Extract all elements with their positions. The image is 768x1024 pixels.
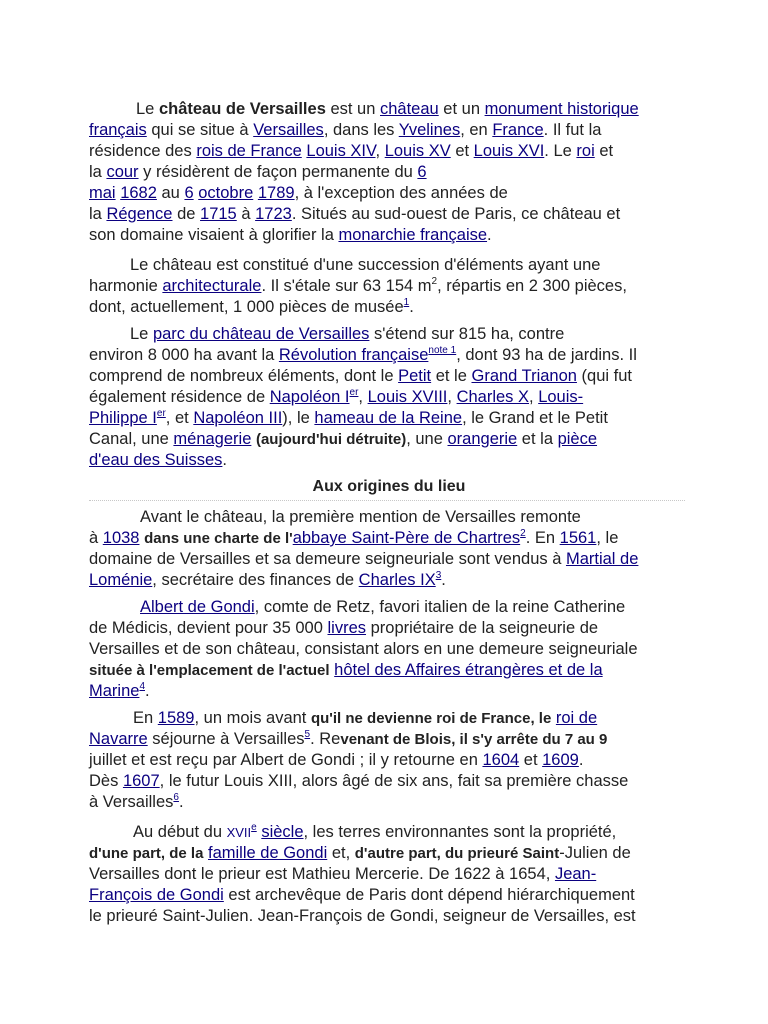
paragraph-navarre: [89, 708, 689, 813]
link-hotel-des-affaires-etrangeres-et-de-la[interactable]: hôtel des Affaires étrangères et de la: [334, 661, 603, 679]
text-line: [89, 99, 689, 120]
footnote-superscript: [350, 387, 359, 398]
text-line: [89, 387, 689, 408]
text-run: , comte de Retz, favori italien de la reine Catherine: [254, 598, 626, 616]
link-regence[interactable]: Régence: [106, 205, 173, 223]
link-cour[interactable]: cour: [106, 163, 139, 181]
text-run: propriétaire de la seigneurie de: [366, 619, 599, 637]
text-run: , à l'exception des années de: [294, 184, 508, 202]
link-charles-x[interactable]: Charles X: [456, 388, 530, 406]
link-livres[interactable]: livres: [327, 619, 367, 637]
text-line: [89, 204, 689, 225]
footnote-superscript: [520, 528, 526, 539]
text-run: également résidence de: [89, 388, 270, 406]
text-line: [89, 429, 689, 450]
text-run: et le: [431, 367, 472, 385]
text-run: Au début du: [133, 823, 227, 841]
link-1607[interactable]: 1607: [122, 772, 160, 790]
link-louis-xv[interactable]: Louis XV: [384, 142, 451, 160]
bold-text: (aujourd'hui détruite): [255, 431, 407, 448]
footnote-superscript: [404, 297, 410, 308]
text-run: ,: [358, 388, 368, 406]
text-run: . Il fut la: [543, 121, 602, 139]
section-heading: Aux origines du lieu: [312, 478, 466, 495]
link-albert-de-gondi[interactable]: Albert de Gondi: [140, 598, 255, 616]
footnote-superscript: [436, 570, 442, 581]
text-run: , une: [406, 430, 448, 448]
text-run: au: [156, 184, 185, 202]
text-line: [89, 255, 689, 276]
text-run: .: [145, 682, 150, 700]
text-run: , les terres environnantes sont la propriété,: [303, 823, 617, 841]
link-1789[interactable]: 1789: [257, 184, 295, 202]
link-6[interactable]: 6: [417, 163, 427, 181]
text-run: , le futur Louis XIII, alors âgé de six ans, fait sa première chasse: [159, 772, 629, 790]
bold-text: d'une part, de la: [89, 845, 204, 862]
link-parc-du-chateau-de-versailles[interactable]: parc du château de Versailles: [152, 325, 370, 343]
bold-text: dans une charte de l': [144, 530, 293, 547]
link-petit[interactable]: Petit: [398, 367, 432, 385]
text-run: résidence des: [89, 142, 197, 160]
text-run: .: [178, 793, 184, 811]
text-run: domaine de Versailles et sa demeure seigneuriale sont vendus à: [89, 550, 566, 568]
text-run: Versailles dont le prieur est Mathieu Mercerie. De 1622 à 1654,: [89, 865, 555, 883]
link-roi-de[interactable]: roi de: [555, 709, 598, 727]
text-run: qui se situe à: [146, 121, 254, 139]
text-run: dont, actuellement, 1 000 pièces de musée: [89, 298, 404, 316]
text-run: et: [519, 751, 543, 769]
footnote-superscript: [139, 681, 145, 692]
text-run: ,: [529, 388, 539, 406]
link-lomenie[interactable]: Loménie: [89, 571, 153, 589]
link-napoleon-iii[interactable]: Napoléon III: [193, 409, 283, 427]
link-jean[interactable]: Jean-: [554, 865, 597, 883]
footnote-reference[interactable]: 2: [520, 527, 526, 539]
text-run: et un: [438, 100, 485, 118]
link-mai[interactable]: mai: [89, 184, 116, 202]
text-run: , répartis en 2 300 pièces,: [437, 277, 627, 295]
bold-text: située à l'emplacement de l'actuel: [89, 662, 330, 679]
link-francais[interactable]: français: [89, 121, 147, 139]
link-louis-xiv[interactable]: Louis XIV: [306, 142, 376, 160]
footnote-reference[interactable]: e: [251, 821, 257, 833]
text-run: juillet et est reçu par Albert de Gondi ; il y retourne en: [89, 751, 483, 769]
text-line: [89, 681, 689, 702]
text-line: [89, 570, 689, 591]
link-france[interactable]: France: [492, 121, 544, 139]
superscript: 2: [431, 275, 438, 287]
text-run: ), le: [282, 409, 315, 427]
footnote-superscript: [305, 729, 311, 740]
text-line: [89, 408, 689, 429]
text-run: est un: [325, 100, 380, 118]
footnote-superscript: [428, 345, 456, 356]
link-marine[interactable]: Marine: [89, 682, 140, 700]
text-run: harmonie: [89, 277, 163, 295]
link-d-eau-des-suisses[interactable]: d'eau des Suisses: [89, 451, 223, 469]
footnote-superscript: [251, 822, 257, 833]
text-run: , dans les: [323, 121, 399, 139]
text-run: . En: [525, 529, 560, 547]
link-charles-ix[interactable]: Charles IX: [358, 571, 436, 589]
link-6[interactable]: 6: [184, 184, 194, 202]
text-run: , un mois avant: [194, 709, 311, 727]
text-run: son domaine visaient à glorifier la: [89, 226, 339, 244]
section-divider: [89, 500, 685, 501]
footnote-superscript: [157, 408, 166, 419]
text-run: comprend de nombreux éléments, dont le: [89, 367, 399, 385]
text-run: le prieuré Saint-Julien. Jean-François de Gondi, seigneur de Versailles, est: [89, 907, 636, 925]
text-line: [89, 345, 689, 366]
text-run: et la: [517, 430, 558, 448]
text-run: .: [409, 298, 414, 316]
text-line: [89, 885, 689, 906]
text-run: Le: [136, 100, 159, 118]
text-run: , le Grand et le Petit: [462, 409, 608, 427]
text-run: la: [89, 205, 107, 223]
link-chateau[interactable]: château: [380, 100, 439, 118]
text-run: (qui fut: [576, 367, 632, 385]
footnote-reference[interactable]: 4: [139, 680, 145, 692]
footnote-reference[interactable]: 5: [304, 728, 311, 740]
link-1682[interactable]: 1682: [120, 184, 157, 202]
footnote-reference[interactable]: 6: [173, 791, 179, 803]
paragraph-architecture: [89, 255, 689, 318]
text-run: ,: [375, 142, 385, 160]
link-monarchie-francaise[interactable]: monarchie française: [338, 226, 488, 244]
text-run: .: [222, 451, 227, 469]
text-line: [89, 729, 689, 750]
text-run: , le: [596, 529, 619, 547]
text-line: [89, 792, 689, 813]
footnote-reference[interactable]: 1: [403, 296, 410, 308]
link-architecturale[interactable]: architecturale: [162, 277, 262, 295]
link-versailles[interactable]: Versailles: [253, 121, 324, 139]
text-run: , secrétaire des finances de: [152, 571, 359, 589]
footnote-reference[interactable]: 3: [435, 569, 442, 581]
bold-text: venant de Blois, il s'y arrête du 7 au 9: [340, 731, 608, 748]
text-line: [89, 120, 689, 141]
text-run: , et: [165, 409, 194, 427]
text-line: [89, 141, 689, 162]
text-run: à: [236, 205, 256, 223]
link-hameau-de-la-reine[interactable]: hameau de la Reine: [314, 409, 463, 427]
link-abbaye-saint-pere-de-chartres[interactable]: abbaye Saint-Père de Chartres: [292, 529, 521, 547]
link-francois-de-gondi[interactable]: François de Gondi: [89, 886, 224, 904]
text-line: [89, 597, 689, 618]
footnote-superscript: [173, 792, 179, 803]
text-line: [89, 864, 689, 885]
paragraph-gondi: [89, 597, 689, 702]
link-1589[interactable]: 1589: [157, 709, 195, 727]
text-run: à: [89, 529, 103, 547]
text-run: la: [89, 163, 107, 181]
text-line: [89, 507, 689, 528]
text-run: . Re: [310, 730, 341, 748]
text-line: [89, 225, 689, 246]
text-run: de Médicis, devient pour 35 000: [89, 619, 328, 637]
text-run: environ 8 000 ha avant la: [89, 346, 279, 364]
text-run: de: [172, 205, 201, 223]
text-run: et: [594, 142, 614, 160]
text-run: est archevêque de Paris dont dépend hiérarchiquement: [223, 886, 635, 904]
text-run: . Le: [544, 142, 577, 160]
text-line: [89, 297, 689, 318]
footnote-reference[interactable]: er: [156, 407, 166, 419]
link-1609[interactable]: 1609: [542, 751, 579, 769]
bold-term: château de Versailles: [158, 100, 326, 118]
text-run: et: [450, 142, 474, 160]
text-run: Versailles et de son château, consistant alors en une demeure seigneuriale: [89, 640, 638, 658]
text-line: [89, 528, 689, 549]
text-run: Le château est constitué d'une succession d'éléments ayant une: [130, 256, 601, 274]
bold-text: qu'il ne devienne roi de France, le: [310, 710, 552, 727]
text-run: En: [133, 709, 158, 727]
link-1723[interactable]: 1723: [255, 205, 292, 223]
text-run: ,: [447, 388, 457, 406]
link-louis[interactable]: Louis-: [538, 388, 584, 406]
link-famille-de-gondi[interactable]: famille de Gondi: [208, 844, 328, 862]
text-run: et,: [327, 844, 355, 862]
text-run: .: [441, 571, 446, 589]
paragraph-origins: [89, 507, 689, 591]
link-rois-de-france[interactable]: rois de France: [196, 142, 302, 160]
link-louis-xvi[interactable]: Louis XVI: [473, 142, 545, 160]
link-1561[interactable]: 1561: [559, 529, 597, 547]
link-century-roman-numeral[interactable]: XVII: [226, 825, 252, 840]
text-run: -Julien de: [559, 844, 631, 862]
text-run: y résidèrent de façon permanente du: [138, 163, 418, 181]
link-louis-xviii[interactable]: Louis XVIII: [367, 388, 448, 406]
text-run: .: [487, 226, 492, 244]
text-line: [89, 324, 689, 345]
link-orangerie[interactable]: orangerie: [447, 430, 518, 448]
text-line: [89, 639, 689, 660]
text-line: [89, 366, 689, 387]
text-line: [89, 822, 689, 843]
text-line: [89, 771, 689, 792]
text-run: Dès: [89, 772, 123, 790]
link-napoleon-i[interactable]: Napoléon I: [269, 388, 350, 406]
link-1604[interactable]: 1604: [482, 751, 520, 769]
text-run: , en: [460, 121, 493, 139]
link-menagerie[interactable]: ménagerie: [173, 430, 252, 448]
text-line: [89, 162, 689, 183]
text-run: . Il s'étale sur 63 154 m: [261, 277, 432, 295]
link-revolution-francaise[interactable]: Révolution française: [278, 346, 429, 364]
paragraph-seventeenth-century: [89, 822, 689, 927]
paragraph-park: [89, 324, 689, 471]
text-run: séjourne à Versailles: [147, 730, 305, 748]
text-line: [89, 618, 689, 639]
text-line: [89, 750, 689, 771]
text-run: Avant le château, la première mention de Versailles remonte: [140, 508, 581, 526]
text-run: , dont 93 ha de jardins. Il: [456, 346, 637, 364]
text-line: [89, 708, 689, 729]
text-line: [89, 843, 689, 864]
text-run: . Situés au sud-ouest de Paris, ce château et: [291, 205, 621, 223]
footnote-reference[interactable]: note 1: [428, 344, 457, 356]
text-run: .: [578, 751, 584, 769]
text-line: [89, 906, 689, 927]
link-navarre[interactable]: Navarre: [89, 730, 148, 748]
link-monument-historique[interactable]: monument historique: [484, 100, 639, 118]
link-martial-de[interactable]: Martial de: [565, 550, 639, 568]
text-line: [89, 276, 689, 297]
link-roi[interactable]: roi: [576, 142, 595, 160]
bold-text: d'autre part, du prieuré Saint: [354, 845, 560, 862]
link-siecle[interactable]: siècle: [261, 823, 304, 841]
link-yvelines[interactable]: Yvelines: [398, 121, 461, 139]
link-1038[interactable]: 1038: [102, 529, 140, 547]
text-line: [89, 183, 689, 204]
footnote-reference[interactable]: er: [349, 386, 359, 398]
text-line: [89, 549, 689, 570]
link-octobre[interactable]: octobre: [198, 184, 254, 202]
text-line: [89, 450, 689, 471]
text-line: [89, 660, 689, 681]
text-run: s'étend sur 815 ha, contre: [369, 325, 565, 343]
link-1715[interactable]: 1715: [200, 205, 237, 223]
text-run: à Versailles: [89, 793, 174, 811]
paragraph-intro: [89, 99, 689, 246]
text-run: Canal, une: [89, 430, 174, 448]
text-run: Le: [130, 325, 153, 343]
link-piece[interactable]: pièce: [557, 430, 598, 448]
link-grand-trianon[interactable]: Grand Trianon: [471, 367, 577, 385]
link-philippe-i[interactable]: Philippe I: [89, 409, 157, 427]
